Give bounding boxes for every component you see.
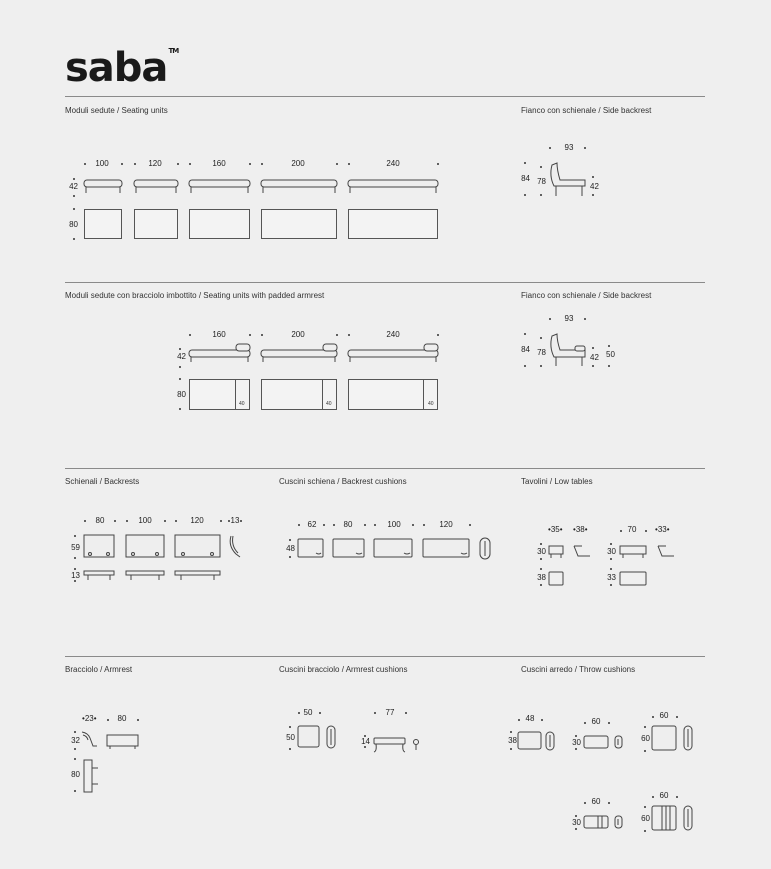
dim-width: 100 [138,516,152,525]
dim-width: 100 [387,520,401,529]
padded-unit-plan: 40 [189,379,250,410]
padded-unit-plan: 40 [261,379,337,410]
low-table-drawings [0,520,771,600]
dim-width: 13 [230,516,240,525]
dim-height: 42 [69,182,78,191]
dim-height: 30 [572,818,581,827]
dim-height: 84 [521,174,530,183]
dim-width: 200 [291,330,305,339]
dim-height: 60 [641,814,650,823]
side-backrest-drawing [0,280,771,470]
dim-depth: 80 [71,770,80,779]
section-title-armrest-cushions: Cuscini bracciolo / Armrest cushions [279,665,408,674]
dim-depth: 38 [537,573,546,582]
section-title-backrest-cushions: Cuscini schiena / Backrest cushions [279,477,407,486]
dim-width: 60 [659,711,669,720]
dim-width: 160 [212,159,226,168]
dim-height: 14 [361,737,370,746]
section-title-backrests: Schienali / Backrests [65,477,140,486]
dim-height: 42 [177,352,186,361]
trademark: TM [168,47,179,55]
dim-height: 60 [641,734,650,743]
dim-width: 93 [564,143,574,152]
dim-width: 80 [343,520,353,529]
dim-height: 32 [71,736,80,745]
dim-depth: 80 [69,220,78,229]
padded-unit-plan: 40 [348,379,438,410]
dim-width: •35• [548,525,563,534]
dim-seat-height: 42 [590,182,599,191]
dim-width: •33• [655,525,670,534]
dim-width: 60 [591,797,601,806]
side-backrest-drawing [0,0,771,300]
brand-name: saba [65,45,168,91]
dim-width: 160 [212,330,226,339]
dim-width: 120 [190,516,204,525]
dim-height: 30 [537,547,546,556]
dim-width: 80 [117,714,127,723]
dim-height: 30 [572,738,581,747]
section-title-armrest: Bracciolo / Armrest [65,665,133,674]
dim-height: 59 [71,543,80,552]
section-title-low-tables: Tavolini / Low tables [521,477,593,486]
dim-width: 80 [95,516,105,525]
dim-seat: 78 [537,348,546,357]
dim-height: 30 [607,547,616,556]
dim-depth: 33 [607,573,616,582]
dim-width: 240 [386,159,400,168]
dim-depth: 80 [177,390,186,399]
dim-width: 48 [525,714,535,723]
dim-width: 240 [386,330,400,339]
section-title-throw-cushions: Cuscini arredo / Throw cushions [521,665,636,674]
dim-width: 70 [627,525,637,534]
dim-height: 48 [286,544,295,553]
dim-height: 50 [286,733,295,742]
section-title-padded-armrest: Moduli sedute con bracciolo imbottito / Seating units with padded armrest [65,291,325,300]
dim-seat: 78 [537,177,546,186]
dim-width: 50 [303,708,313,717]
dim-width: 60 [659,791,669,800]
throw-cushion-drawings [0,700,771,840]
dim-width: 60 [591,717,601,726]
dim-seat-height: 42 [590,353,599,362]
dim-width: 62 [307,520,317,529]
section-title-side-backrest: Fianco con schienale / Side backrest [521,291,652,300]
section-title-side-backrest: Fianco con schienale / Side backrest [521,106,652,115]
dim-width: 93 [564,314,574,323]
dim-width: •38• [573,525,588,534]
dim-height: 84 [521,345,530,354]
dim-width: 120 [148,159,162,168]
dim-height: 38 [508,736,517,745]
dim-width: 77 [385,708,395,717]
section-title-seating-units: Moduli sedute / Seating units [65,106,168,115]
dim-width: 200 [291,159,305,168]
dim-width: 120 [439,520,453,529]
dim-width: •23• [82,714,97,723]
dim-depth: 13 [71,571,80,580]
divider [65,656,705,657]
dim-width: 100 [95,159,109,168]
dim-arm-height: 50 [606,350,615,359]
